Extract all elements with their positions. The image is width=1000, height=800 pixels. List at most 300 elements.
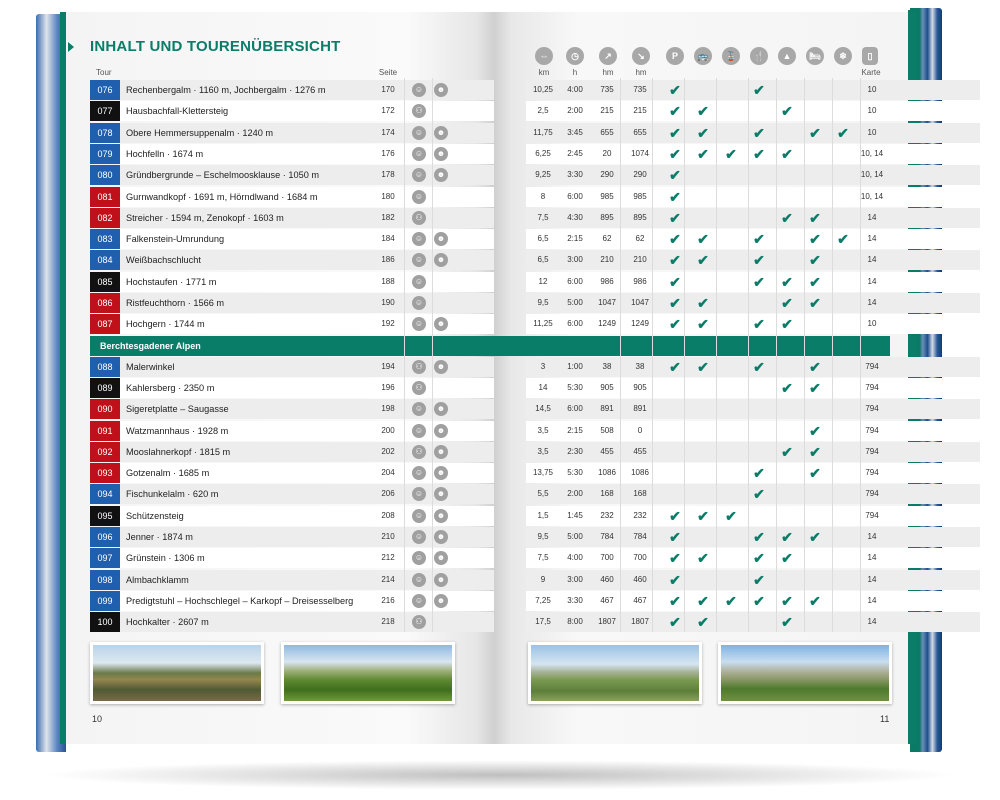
round-trip-icon: ☺: [412, 83, 426, 97]
tour-number: 090: [90, 399, 120, 419]
tour-hours: 5:30: [567, 382, 583, 392]
tour-km: 9,5: [537, 532, 549, 541]
tour-km: 17,5: [535, 617, 551, 627]
tour-name: Hochfelln · 1674 m: [126, 148, 204, 159]
table-row: [90, 421, 890, 441]
round-trip-icon: ☺: [412, 275, 426, 289]
climbing-icon: ⚇: [412, 104, 426, 118]
tour-descent: 1807: [631, 617, 649, 627]
photo-alpine-meadow: [528, 642, 702, 704]
tour-number: 084: [90, 250, 120, 270]
tour-descent: 655: [633, 127, 647, 137]
round-trip-icon: ☺: [412, 147, 426, 161]
tour-km: 7,5: [537, 553, 549, 563]
checkmark-icon: ✔: [669, 209, 681, 226]
summit-icon: ▲: [778, 47, 796, 65]
checkmark-icon: ✔: [781, 550, 793, 567]
checkmark-icon: ✔: [809, 209, 821, 226]
tour-map: 10: [867, 106, 877, 116]
tour-map: 794: [865, 446, 879, 456]
table-row: [90, 229, 890, 249]
checkmark-icon: ✔: [809, 273, 821, 290]
tour-ascent: 168: [600, 489, 614, 499]
tour-km: 1,5: [537, 510, 549, 520]
column-divider: [432, 78, 433, 632]
tour-hours: 3:30: [567, 595, 583, 605]
tour-map: 794: [865, 425, 879, 435]
header-seite: Seite: [378, 68, 398, 77]
tour-descent: 215: [633, 106, 647, 116]
photo-green-valley: [281, 642, 455, 704]
tour-map: 794: [865, 489, 879, 499]
table-row: [90, 293, 890, 313]
photo-mountain-ridge: [90, 642, 264, 704]
tour-ascent: 290: [600, 170, 614, 180]
checkmark-icon: ✔: [753, 82, 765, 98]
child-friendly-icon: ☻: [434, 402, 448, 416]
tour-page: 218: [381, 617, 395, 627]
tour-km: 6,5: [537, 234, 549, 244]
tour-map: 10: [867, 85, 877, 94]
tour-km: 2,5: [537, 106, 549, 116]
tour-ascent: 455: [600, 446, 614, 456]
checkmark-icon: ✔: [697, 550, 709, 567]
page-number-right: 11: [880, 714, 890, 724]
tour-page: 216: [381, 595, 395, 605]
child-friendly-icon: ☻: [434, 168, 448, 182]
checkmark-icon: ✔: [753, 571, 765, 588]
tour-km: 6,25: [535, 148, 551, 158]
tour-map: 14: [867, 617, 877, 627]
checkmark-icon: ✔: [697, 124, 709, 141]
tour-ascent: 1249: [598, 319, 616, 329]
tour-hours: 4:00: [567, 85, 583, 94]
tour-ascent: 735: [600, 85, 614, 94]
table-row: [90, 250, 890, 270]
checkmark-icon: ✔: [781, 529, 793, 545]
tour-page: 182: [381, 212, 395, 222]
checkmark-icon: ✔: [753, 486, 765, 503]
tour-number: 077: [90, 101, 120, 121]
checkmark-icon: ✔: [753, 252, 765, 269]
tour-hours: 5:00: [567, 298, 583, 307]
tour-name: Streicher · 1594 m, Zenokopf · 1603 m: [126, 212, 284, 223]
tour-name: Almbachklamm: [126, 574, 189, 585]
tour-descent: 1249: [631, 319, 649, 329]
tour-descent: 168: [633, 489, 647, 499]
checkmark-icon: ✔: [781, 316, 793, 333]
table-row: [90, 527, 890, 547]
child-friendly-icon: ☻: [434, 253, 448, 267]
tour-km: 5,5: [537, 489, 549, 499]
tour-page: 170: [381, 85, 395, 94]
checkmark-icon: ✔: [669, 614, 681, 631]
round-trip-icon: ☺: [412, 466, 426, 480]
checkmark-icon: ✔: [669, 103, 681, 120]
tour-km: 11,75: [533, 127, 553, 137]
tour-page: 212: [381, 553, 395, 563]
tour-descent: 290: [633, 170, 647, 180]
tour-number: 095: [90, 506, 120, 526]
tour-hours: 2:00: [567, 489, 583, 499]
tour-hours: 5:30: [567, 468, 583, 478]
tour-name: Obere Hemmersuppenalm · 1240 m: [126, 127, 274, 138]
checkmark-icon: ✔: [669, 145, 681, 162]
tour-map: 14: [867, 574, 877, 584]
column-divider: [832, 78, 833, 632]
table-row: [90, 612, 890, 632]
tour-page: 174: [381, 127, 395, 137]
tour-ascent: 215: [600, 106, 614, 116]
column-divider: [404, 78, 405, 632]
tour-hours: 4:00: [567, 553, 583, 563]
tour-km: 13,75: [532, 468, 554, 478]
tour-page: 178: [381, 170, 395, 180]
climbing-icon: ⚇: [412, 211, 426, 225]
checkmark-icon: ✔: [725, 592, 737, 609]
checkmark-icon: ✔: [669, 188, 681, 205]
tour-ascent: 62: [602, 234, 612, 244]
hut-icon: 🛏: [806, 47, 824, 65]
winter-icon: ❄: [834, 47, 852, 65]
checkmark-icon: ✔: [837, 231, 849, 248]
tour-descent: 700: [633, 553, 647, 563]
column-divider: [716, 78, 717, 632]
climbing-icon: ⚇: [412, 360, 426, 374]
column-divider: [804, 78, 805, 632]
tour-name: Hochkalter · 2607 m: [126, 617, 209, 628]
bus-icon: 🚌: [694, 47, 712, 65]
tour-hours: 6:00: [567, 276, 583, 286]
tour-name: Gotzenalm · 1685 m: [126, 468, 210, 479]
tour-page: 184: [381, 234, 395, 244]
tour-descent: 905: [633, 382, 647, 392]
table-row: [90, 548, 890, 568]
checkmark-icon: ✔: [753, 316, 765, 333]
table-row: [90, 144, 890, 164]
tour-descent: 232: [633, 510, 647, 520]
tour-page: 208: [381, 510, 395, 520]
tour-hours: 5:00: [567, 532, 583, 541]
clock-icon: ◷: [566, 47, 584, 65]
tour-km: 14: [538, 382, 548, 392]
header-tour: Tour: [96, 68, 112, 77]
tour-name: Kahlersberg · 2350 m: [126, 382, 215, 393]
tour-hours: 4:30: [567, 212, 583, 222]
tour-page: 190: [381, 298, 395, 307]
tour-name: Hausbachfall-Klettersteig: [126, 106, 229, 117]
title-arrow-icon: [68, 42, 74, 52]
climbing-icon: ⚇: [412, 445, 426, 459]
checkmark-icon: ✔: [809, 124, 821, 141]
child-friendly-icon: ☻: [434, 551, 448, 565]
tour-page: 210: [381, 532, 395, 541]
table-row: [90, 378, 890, 398]
tour-map: 794: [865, 404, 879, 414]
column-divider: [620, 78, 621, 632]
tour-hours: 3:00: [567, 255, 583, 265]
tour-map: 14: [867, 234, 877, 244]
tour-page: 186: [381, 255, 395, 265]
tour-ascent: 232: [600, 510, 614, 520]
tour-map: 14: [867, 255, 877, 265]
checkmark-icon: ✔: [753, 529, 765, 545]
round-trip-icon: ☺: [412, 296, 426, 310]
map-icon: ▯: [862, 47, 878, 65]
checkmark-icon: ✔: [669, 124, 681, 141]
tour-map: 794: [865, 510, 879, 520]
round-trip-icon: ☺: [412, 232, 426, 246]
tour-number: 094: [90, 484, 120, 504]
checkmark-icon: ✔: [753, 465, 765, 482]
checkmark-icon: ✔: [753, 124, 765, 141]
tour-map: 14: [867, 212, 877, 222]
tour-name: Schützensteig: [126, 510, 184, 521]
checkmark-icon: ✔: [753, 145, 765, 162]
tour-km: 3,5: [537, 446, 549, 456]
tour-number: 076: [90, 80, 120, 100]
tour-number: 082: [90, 208, 120, 228]
section-header: [90, 336, 890, 356]
tour-descent: 1074: [631, 148, 649, 158]
checkmark-icon: ✔: [697, 252, 709, 269]
tour-km: 3: [540, 361, 546, 371]
book-shadow: [40, 760, 960, 790]
tour-ascent: 895: [600, 212, 614, 222]
tour-descent: 1047: [631, 298, 649, 307]
climbing-icon: ⚇: [412, 381, 426, 395]
tour-descent: 0: [637, 425, 643, 435]
tour-name: Watzmannhaus · 1928 m: [126, 425, 229, 436]
tour-page: 192: [381, 319, 395, 329]
tour-km: 14,5: [535, 404, 551, 414]
table-row: [90, 506, 890, 526]
checkmark-icon: ✔: [781, 443, 793, 460]
tour-page: 188: [381, 276, 395, 286]
tour-km: 9,5: [537, 298, 549, 307]
table-row: [90, 357, 890, 377]
tour-map: 10: [867, 319, 877, 329]
round-trip-icon: ☺: [412, 317, 426, 331]
tour-ascent: 460: [600, 574, 614, 584]
tour-page: 198: [381, 404, 395, 414]
tour-name: Mooslahnerkopf · 1815 m: [126, 446, 231, 457]
checkmark-icon: ✔: [781, 614, 793, 631]
tour-ascent: 1807: [598, 617, 616, 627]
tour-ascent: 986: [600, 276, 614, 286]
checkmark-icon: ✔: [809, 252, 821, 269]
tour-km: 8: [540, 191, 546, 201]
tour-descent: 891: [633, 404, 647, 414]
checkmark-icon: ✔: [669, 231, 681, 248]
tour-ascent: 508: [600, 425, 614, 435]
header-hm-up: hm: [602, 68, 614, 77]
tour-number: 093: [90, 463, 120, 483]
tour-number: 098: [90, 570, 120, 590]
tour-km: 9,25: [535, 170, 551, 180]
tour-hours: 2:45: [567, 148, 583, 158]
checkmark-icon: ✔: [697, 145, 709, 162]
round-trip-icon: ☺: [412, 402, 426, 416]
round-trip-icon: ☺: [412, 594, 426, 608]
tour-name: Grünstein · 1306 m: [126, 553, 205, 564]
column-divider: [776, 78, 777, 632]
round-trip-icon: ☺: [412, 487, 426, 501]
checkmark-icon: ✔: [725, 145, 737, 162]
checkmark-icon: ✔: [809, 379, 821, 396]
tour-map: 10, 14: [860, 148, 884, 158]
tour-hours: 8:00: [567, 617, 583, 627]
tour-hours: 1:00: [567, 361, 583, 371]
round-trip-icon: ☺: [412, 168, 426, 182]
checkmark-icon: ✔: [753, 358, 765, 375]
tour-map: 14: [867, 595, 877, 605]
tour-descent: 985: [633, 191, 647, 201]
checkmark-icon: ✔: [669, 529, 681, 545]
tour-map: 14: [867, 298, 877, 307]
table-row: [90, 591, 890, 611]
checkmark-icon: ✔: [781, 273, 793, 290]
column-divider: [860, 78, 861, 632]
tour-page: 196: [381, 382, 395, 392]
tour-map: 794: [865, 382, 879, 392]
tour-name: Gründbergrunde – Eschelmoosklause · 1050 m: [126, 170, 320, 181]
checkmark-icon: ✔: [697, 295, 709, 311]
tour-number: 080: [90, 165, 120, 185]
tour-number: 079: [90, 144, 120, 164]
checkmark-icon: ✔: [697, 316, 709, 333]
checkmark-icon: ✔: [669, 316, 681, 333]
child-friendly-icon: ☻: [434, 445, 448, 459]
checkmark-icon: ✔: [697, 358, 709, 375]
round-trip-icon: ☺: [412, 530, 426, 544]
tour-hours: 6:00: [567, 319, 583, 329]
column-divider: [652, 78, 653, 632]
tour-hours: 6:00: [567, 191, 583, 201]
checkmark-icon: ✔: [753, 550, 765, 567]
tour-km: 3,5: [537, 425, 549, 435]
checkmark-icon: ✔: [697, 231, 709, 248]
tour-name: Weißbachschlucht: [126, 255, 201, 266]
table-row: [90, 208, 890, 228]
tour-ascent: 891: [600, 404, 614, 414]
checkmark-icon: ✔: [809, 529, 821, 545]
table-row: [90, 101, 890, 121]
checkmark-icon: ✔: [809, 422, 821, 439]
child-friendly-icon: ☻: [434, 83, 448, 97]
climbing-icon: ⚇: [412, 615, 426, 629]
table-row: [90, 272, 890, 292]
tour-hours: 2:00: [567, 106, 583, 116]
table-row: [90, 463, 890, 483]
round-trip-icon: ☺: [412, 253, 426, 267]
round-trip-icon: ☺: [412, 424, 426, 438]
tour-ascent: 467: [600, 595, 614, 605]
parking-icon: P: [666, 47, 684, 65]
checkmark-icon: ✔: [669, 252, 681, 269]
tour-number: 081: [90, 187, 120, 207]
tour-map: 14: [867, 276, 877, 286]
checkmark-icon: ✔: [697, 507, 709, 524]
tour-ascent: 985: [600, 191, 614, 201]
table-row: [90, 314, 890, 334]
checkmark-icon: ✔: [669, 273, 681, 290]
checkmark-icon: ✔: [697, 592, 709, 609]
header-h: h: [572, 68, 578, 77]
checkmark-icon: ✔: [697, 103, 709, 120]
tour-km: 12: [538, 276, 548, 286]
tour-hours: 6:00: [567, 404, 583, 414]
child-friendly-icon: ☻: [434, 487, 448, 501]
tour-hours: 2:15: [567, 425, 583, 435]
tour-number: 085: [90, 272, 120, 292]
tour-name: Hochstaufen · 1771 m: [126, 276, 217, 287]
round-trip-icon: ☺: [412, 126, 426, 140]
tour-ascent: 1047: [598, 298, 616, 307]
tour-descent: 460: [633, 574, 647, 584]
header-karte: Karte: [861, 68, 881, 77]
page-number-left: 10: [92, 714, 103, 724]
round-trip-icon: ☺: [412, 190, 426, 204]
tour-descent: 1086: [631, 468, 649, 478]
tour-number: 089: [90, 378, 120, 398]
tour-hours: 2:15: [567, 234, 583, 244]
tour-number: 091: [90, 421, 120, 441]
tour-name: Falkenstein-Umrundung: [126, 234, 225, 245]
tour-page: 202: [381, 446, 395, 456]
child-friendly-icon: ☻: [434, 317, 448, 331]
tour-descent: 62: [635, 234, 645, 244]
tour-hours: 3:45: [567, 127, 583, 137]
tour-descent: 455: [633, 446, 647, 456]
child-friendly-icon: ☻: [434, 147, 448, 161]
checkmark-icon: ✔: [669, 507, 681, 524]
cable-car-icon: 🚡: [722, 47, 740, 65]
tour-ascent: 210: [600, 255, 614, 265]
tour-name: Ristfeuchthorn · 1566 m: [126, 298, 225, 308]
tour-page: 172: [381, 106, 395, 116]
header-hm-down: hm: [635, 68, 647, 77]
checkmark-icon: ✔: [669, 571, 681, 588]
tour-page: 200: [381, 425, 395, 435]
tour-descent: 38: [635, 361, 645, 371]
checkmark-icon: ✔: [809, 358, 821, 375]
tour-descent: 210: [633, 255, 647, 265]
tour-hours: 2:30: [567, 446, 583, 456]
round-trip-icon: ☺: [412, 551, 426, 565]
checkmark-icon: ✔: [669, 358, 681, 375]
descent-icon: ↘: [632, 47, 650, 65]
tour-hours: 3:30: [567, 170, 583, 180]
child-friendly-icon: ☻: [434, 573, 448, 587]
tour-ascent: 20: [602, 148, 612, 158]
tour-page: 176: [381, 148, 395, 158]
tour-page: 214: [381, 574, 395, 584]
child-friendly-icon: ☻: [434, 594, 448, 608]
table-row: [90, 165, 890, 185]
child-friendly-icon: ☻: [434, 126, 448, 140]
checkmark-icon: ✔: [753, 231, 765, 248]
tour-km: 10,25: [532, 85, 554, 94]
tour-km: 7,5: [537, 212, 549, 222]
table-row: [90, 80, 890, 100]
checkmark-icon: ✔: [669, 592, 681, 609]
tour-number: 096: [90, 527, 120, 547]
child-friendly-icon: ☻: [434, 360, 448, 374]
checkmark-icon: ✔: [669, 167, 681, 184]
tour-page: 180: [381, 191, 395, 201]
tour-descent: 986: [633, 276, 647, 286]
